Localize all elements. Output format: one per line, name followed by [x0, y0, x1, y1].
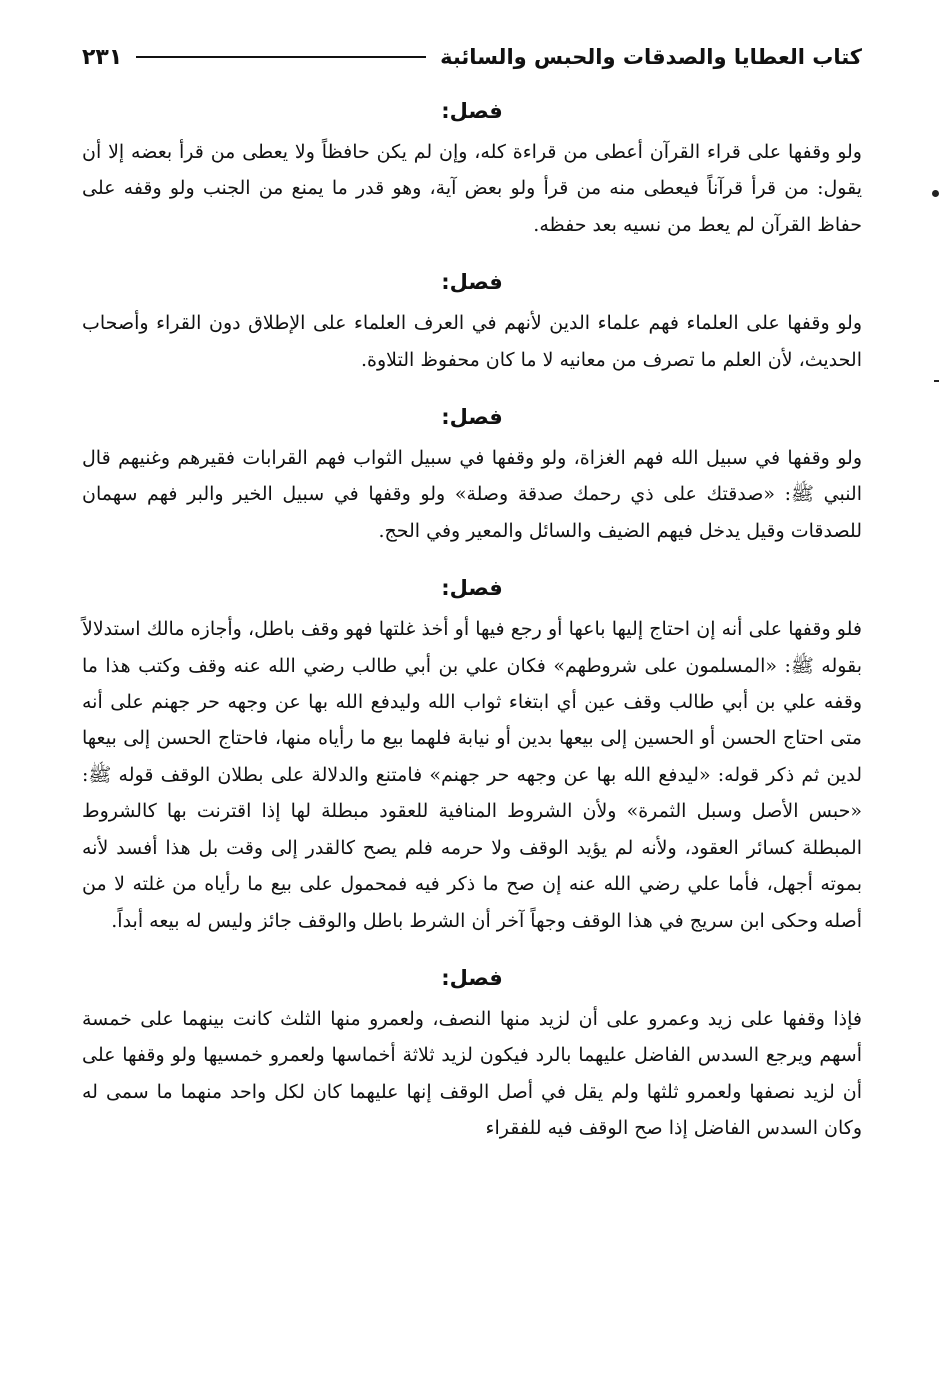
margin-mark [932, 190, 939, 197]
margin-mark [934, 380, 939, 382]
section-body: فلو وقفها على أنه إن احتاج إليها باعها أو رجع فيها أو أخذ غلتها فهو وقف باطل، وأجازه مالك استدلالاً بقوله ﷺ: «المسلمون على شروطهم» فكان علي بن أبي طالب رضي الله عنه وقف وكتب هذا ما وقفه علي بن أبي طالب وقف عين أي ابتغاء ثواب الله وليدفع الله بها عن وجهه حر جهنم على أنه متى احتاج الحسن أو الحسين إلى بيعها بدين أو نيابة فلهما بيع ما رأياه منها، فاحتاج الحسن إلى بيعها لدين ثم ذكر قوله: «ليدفع الله بها عن وجهه حر جهنم» فامتنع والدلالة على بطلان الوقف قوله ﷺ: «حبس الأصل وسبل الثمرة» ولأن الشروط المنافية للعقود مبطلة لها إذا اقترنت بها كالشروط المبطلة كسائر العقود، ولأنه لم يؤيد الوقف ولا حرمه فلم يصح كالقدر إلى وقت بل هذا أفسد لأنه بموته أجهل، فأما علي رضي الله عنه إن صح ما ذكر فيه فمحمول على بيع ما رأياه من غلته لا من أصله وحكى ابن سريج في هذا الوقف وجهاً آخر أن الشرط باطل والوقف جائز وليس له بيعه أبداً. [82, 618, 862, 932]
running-header [82, 34, 862, 80]
section-heading: فصل: [441, 965, 503, 990]
book-page [82, 34, 862, 1163]
section-heading: فصل: [441, 270, 503, 295]
section-body: ولو وقفها على قراء القرآن أعطى من قراءة كله، وإن لم يكن حافظاً ولا يعطى من قرأ بعضه إلا أن يقول: من قرأ قرآناً فيعطى منه من قرأ ولو بعض آية، وهو قدر ما يمنع من الجنب ولو وقفه على حفاظ القرآن لم يعط من نسيه بعد حفظه. [82, 141, 862, 236]
section-heading: فصل: [441, 405, 503, 430]
section-heading: فصل: [441, 99, 503, 123]
section-heading: فصل: [441, 576, 503, 601]
section-body: ولو وقفها في سبيل الله فهم الغزاة، ولو وقفها في سبيل الثواب فهم القرابات فقيرهم وغنيهم قال النبي ﷺ: «صدقتك على ذي رحمك صدقة وصلة» ولو وقفها في سبيل الخير والبر فهم سهمان للصدقات وقيل يدخل فيهم الضيف والسائل والمعير وفي الحج. [82, 447, 862, 542]
header-title: كتاب العطايا والصدقات والحبس والسائبة [440, 45, 862, 69]
header-rule [136, 56, 426, 58]
section-body: فإذا وقفها على زيد وعمرو على أن لزيد منها النصف، ولعمرو منها الثلث كانت بينهما على خمسة أسهم ويرجع السدس الفاضل عليهما بالرد فيكون لزيد ثلاثة أخماسها ولعمرو خمسيها ولو وقفها على أن لزيد نصفها ولعمرو ثلثها ولم يقل في أصل الوقف إنها عليهما كان لكل واحد منهما ما سمى له وكان السدس الفاضل إذا صح الوقف فيه للفقراء [82, 1007, 862, 1140]
page-number: ٢٣١ [82, 44, 123, 70]
section-body: ولو وقفها على العلماء فهم علماء الدين لأنهم في العرف العلماء على الإطلاق دون القراء وأصحاب الحديث، لأن العلم ما تصرف من معانيه لا ما كان محفوظ التلاوة. [82, 312, 862, 371]
